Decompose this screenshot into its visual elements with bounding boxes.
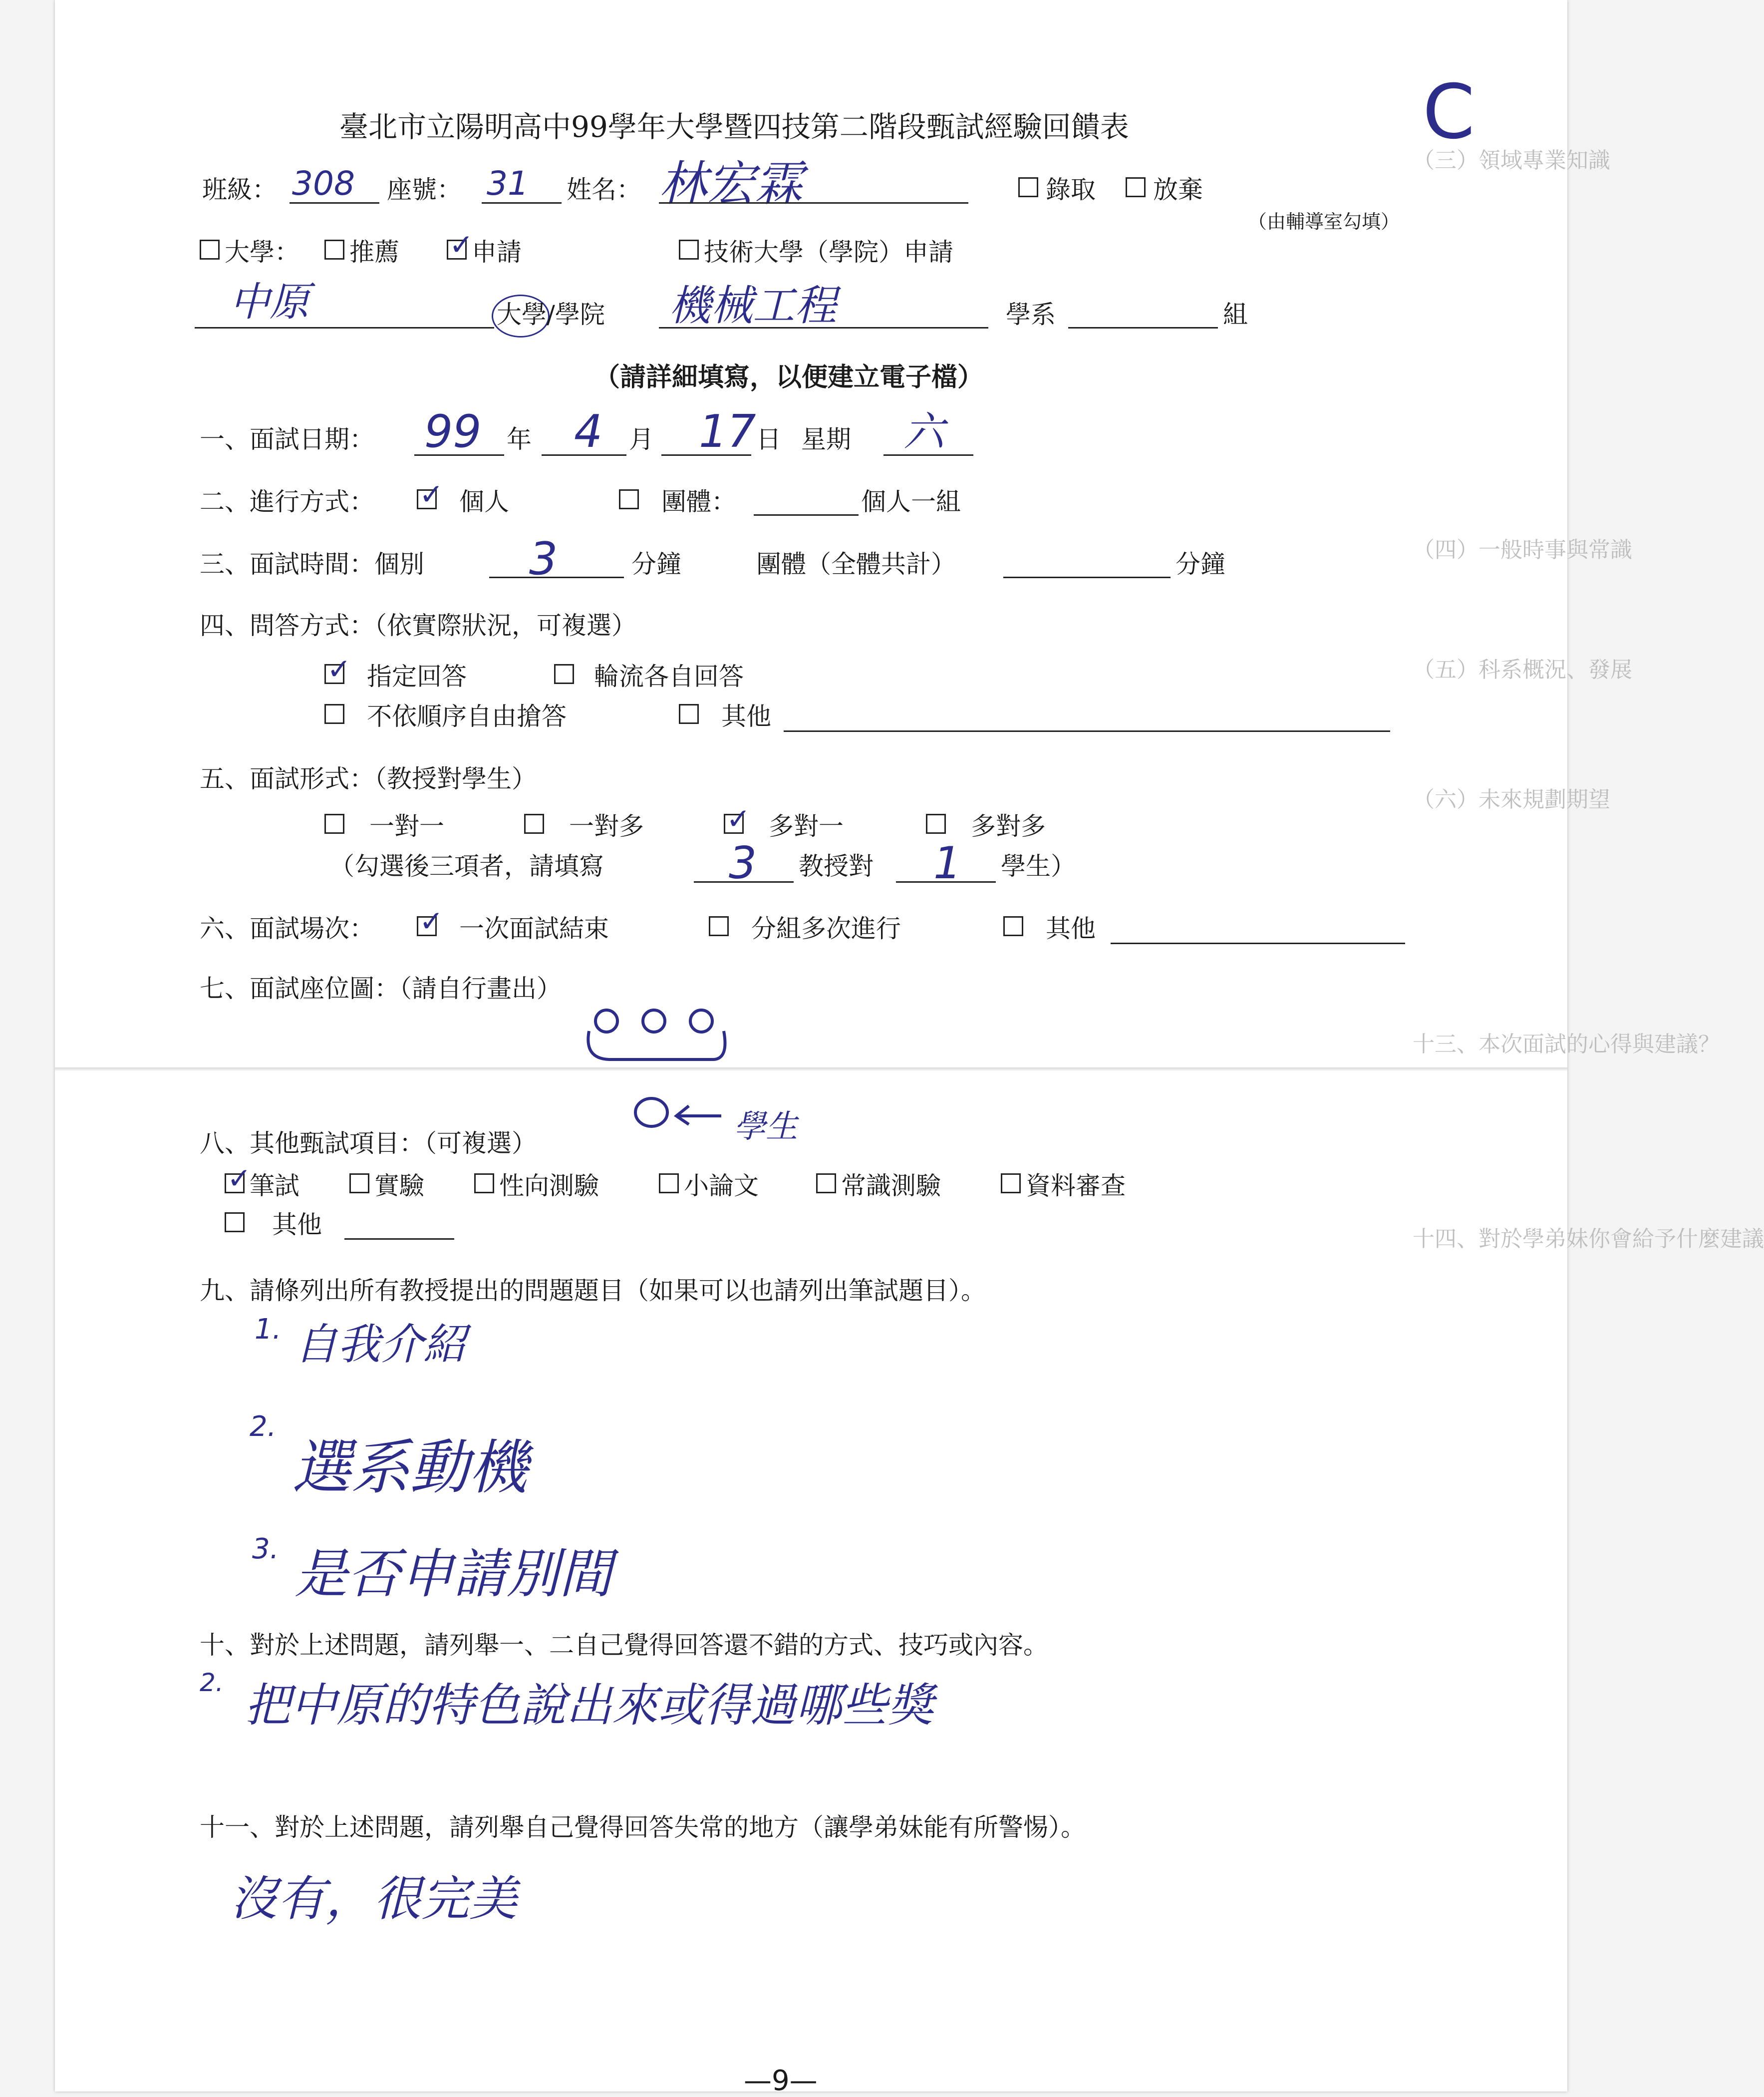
q11-label: 十一、對於上述問題，請列舉自己覺得回答失常的地方（讓學弟妹能有所警惕）。 [200, 1813, 1086, 1842]
q8-opt6-label: 資料審查 [1026, 1171, 1126, 1200]
q4-opt3-checkbox[interactable] [324, 704, 344, 724]
q8-opt5-checkbox[interactable] [816, 1173, 836, 1193]
q5-prof-line [694, 881, 794, 883]
bleed-through-text: （三）領域專業知識 [1413, 148, 1610, 173]
bleed-through-text: 十四、對於學弟妹你會給予什麼建議 [1413, 1226, 1764, 1252]
q4-label: 四、問答方式：（依實際狀況，可複選） [200, 611, 636, 640]
q1-month-line [542, 454, 626, 456]
q5-note-c: 學生） [1001, 852, 1076, 881]
q1-day-line [661, 454, 751, 456]
q11-a1: 沒有，很完美 [230, 1871, 517, 1927]
group-label: 組 [1223, 300, 1248, 329]
q5-note-a: （勾選後三項者，請填寫 [329, 852, 604, 881]
q8-opt1-label: 筆試 [250, 1171, 299, 1200]
q4-opt2-label: 輪流各自回答 [594, 662, 744, 691]
q5-opt1-checkbox[interactable] [324, 814, 344, 834]
q1-weekday-label: 星期 [801, 425, 851, 454]
seat-label: 座號： [387, 175, 462, 204]
bleed-through-text: （五）科系概況、發展 [1413, 657, 1632, 683]
school-value: 中原 [230, 279, 309, 325]
q3-label: 三、面試時間：個別 [200, 550, 424, 579]
dept-line [659, 327, 988, 329]
recommend-checkbox[interactable] [324, 240, 344, 260]
bleed-through-text: （六）未來規劃期望 [1413, 787, 1610, 812]
q1-year: 99 [424, 405, 482, 458]
check-mark-icon: ✓ [726, 802, 751, 836]
q1-day-label: 日 [756, 425, 781, 454]
q9-a2-number: 2. [250, 1410, 277, 1443]
q6-opt2-label: 分組多次進行 [751, 914, 901, 943]
q8-other-line [344, 1238, 454, 1240]
q8-opt6-checkbox[interactable] [1001, 1173, 1021, 1193]
q3-minute-label: 分鐘 [631, 550, 681, 579]
q9-a3-number: 3. [252, 1533, 279, 1565]
check-mark-icon: ✓ [449, 228, 474, 262]
q1-year-label: 年 [507, 425, 532, 454]
q3-group-label: 團體（全體共計） [756, 550, 956, 579]
q8-opt2-checkbox[interactable] [349, 1173, 369, 1193]
q5-note-b: 教授對 [799, 852, 874, 881]
q9-label: 九、請條列出所有教授提出的問題題目（如果可以也請列出筆試題目）。 [200, 1276, 986, 1305]
q5-opt1-label: 一對一 [369, 812, 444, 841]
apply-checkbox[interactable] [447, 228, 474, 262]
q6-opt1-checkbox[interactable] [417, 904, 444, 938]
q3-minutes: 3 [529, 533, 558, 585]
q2-label: 二、進行方式： [200, 487, 374, 516]
q4-opt1-label: 指定回答 [367, 662, 467, 691]
university-label: 大學： [225, 238, 299, 267]
q5-opt3-checkbox[interactable] [724, 802, 751, 836]
q8-opt4-label: 小論文 [684, 1171, 759, 1200]
bleed-through-text: 十三、本次面試的心得與建議？ [1413, 1032, 1720, 1057]
seating-sketch [579, 1004, 739, 1068]
university-checkbox[interactable] [200, 240, 220, 260]
class-value: 308 [292, 164, 355, 203]
q8-label: 八、其他甄試項目：（可複選） [200, 1129, 537, 1158]
q9-a1: 自我介紹 [294, 1320, 466, 1370]
q2-group-checkbox[interactable] [619, 489, 639, 509]
class-line [290, 202, 379, 204]
q5-prof-count: 3 [729, 837, 757, 889]
q8-opt7-label: 其他 [272, 1210, 322, 1239]
admitted-label: 錄取 [1046, 175, 1096, 204]
q2-group-label: 團體： [661, 487, 736, 516]
q10-a1-number: 2. [200, 1668, 224, 1697]
bleed-through-text: （四）一般時事與常識 [1413, 537, 1632, 563]
q4-opt1-checkbox[interactable] [324, 652, 351, 686]
q8-opt4-checkbox[interactable] [659, 1173, 679, 1193]
waived-checkbox[interactable] [1126, 177, 1146, 197]
q9-a1-number: 1. [255, 1313, 282, 1346]
q5-opt4-checkbox[interactable] [926, 814, 946, 834]
q6-opt2-checkbox[interactable] [709, 916, 729, 936]
q3-group-line [1003, 577, 1171, 578]
q8-opt2-label: 實驗 [374, 1171, 424, 1200]
seat-line [482, 202, 562, 204]
q6-other-line [1111, 943, 1405, 944]
check-mark-annotation: C [1423, 69, 1475, 156]
tech-label: 技術大學（學院）申請 [704, 238, 953, 267]
desk-outline [588, 1031, 725, 1059]
q1-month: 4 [574, 405, 603, 458]
q2-group-line [754, 514, 859, 516]
q10-label: 十、對於上述問題，請列舉一、二自己覺得回答還不錯的方式、技巧或內容。 [200, 1631, 1048, 1660]
check-mark-icon: ✓ [327, 652, 351, 686]
student-seat-arrow [631, 1093, 731, 1133]
univ-label: 大學/學院 [497, 300, 605, 329]
q6-opt1-label: 一次面試結束 [459, 914, 609, 943]
q3-minute-label-2: 分鐘 [1176, 550, 1225, 579]
seat-value: 31 [487, 164, 529, 203]
dept-value: 機械工程 [669, 281, 837, 330]
q8-opt3-checkbox[interactable] [474, 1173, 494, 1193]
q5-label: 五、面試形式：（教授對學生） [200, 764, 537, 793]
fill-notice: （請詳細填寫，以便建立電子檔） [594, 362, 984, 392]
dept-label: 學系 [1006, 300, 1056, 329]
q1-year-line [414, 454, 504, 456]
q5-opt4-label: 多對多 [971, 812, 1046, 841]
professor-seat-2 [643, 1010, 665, 1032]
waived-label: 放棄 [1153, 175, 1203, 204]
q5-opt2-checkbox[interactable] [524, 814, 544, 834]
check-mark-icon: ✓ [227, 1161, 252, 1195]
student-annotation: 學生 [734, 1108, 798, 1145]
q5-student-line [896, 881, 996, 883]
q1-month-label: 月 [629, 425, 654, 454]
name-label: 姓名： [567, 175, 641, 204]
q7-label: 七、面試座位圖：（請自行畫出） [200, 974, 562, 1003]
q8-opt3-label: 性向測驗 [499, 1171, 599, 1200]
q3-minutes-line [489, 577, 624, 578]
q8-opt5-label: 常識測驗 [841, 1171, 941, 1200]
q5-opt3-label: 多對一 [769, 812, 844, 841]
group-line [1068, 327, 1218, 329]
q6-opt3-label: 其他 [1046, 914, 1096, 943]
q6-opt3-checkbox[interactable] [1003, 916, 1023, 936]
arrow-left-icon [676, 1106, 721, 1124]
school-line [195, 327, 494, 329]
q1-weekday: 六 [903, 408, 944, 456]
recommend-label: 推薦 [349, 238, 399, 267]
q2-individual-label: 個人 [459, 487, 509, 516]
name-line [659, 202, 968, 204]
q4-opt4-label: 其他 [721, 702, 771, 731]
apply-label: 申請 [472, 238, 522, 267]
q8-opt7-checkbox[interactable] [225, 1212, 245, 1232]
q1-label: 一、面試日期： [200, 425, 374, 454]
q10-a1: 把中原的特色說出來或得過哪些獎 [245, 1679, 934, 1732]
q4-opt4-checkbox[interactable] [679, 704, 699, 724]
q4-opt3-label: 不依順序自由搶答 [367, 702, 567, 731]
q1-day: 17 [699, 405, 756, 458]
page-number: —9— [744, 2065, 818, 2097]
q6-label: 六、面試場次： [200, 914, 374, 943]
office-note: （由輔導室勾填） [1248, 211, 1400, 233]
professor-seat-1 [595, 1010, 617, 1032]
check-mark-icon: ✓ [419, 904, 444, 938]
q9-a3: 是否申請別間 [294, 1543, 612, 1605]
class-label: 班級： [202, 175, 277, 204]
q1-weekday-line [883, 454, 973, 456]
q9-a2: 選系動機 [292, 1433, 528, 1502]
q2-individual-checkbox[interactable] [417, 477, 444, 511]
student-seat [635, 1098, 667, 1126]
admitted-checkbox[interactable] [1018, 177, 1038, 197]
q5-student-count: 1 [933, 837, 961, 889]
q8-opt1-checkbox[interactable] [225, 1161, 252, 1195]
tech-checkbox[interactable] [679, 240, 699, 260]
q5-opt2-label: 一對多 [569, 812, 644, 841]
name-value: 林宏霖 [659, 156, 803, 212]
q4-opt2-checkbox[interactable] [554, 664, 574, 684]
page-fold [55, 1067, 1567, 1071]
q4-other-line [784, 730, 1390, 732]
q2-per-group-label: 個人一組 [861, 487, 961, 516]
form-title: 臺北市立陽明高中99學年大學暨四技第二階段甄試經驗回饋表 [339, 110, 1129, 144]
professor-seat-3 [690, 1010, 712, 1032]
check-mark-icon: ✓ [419, 477, 444, 511]
